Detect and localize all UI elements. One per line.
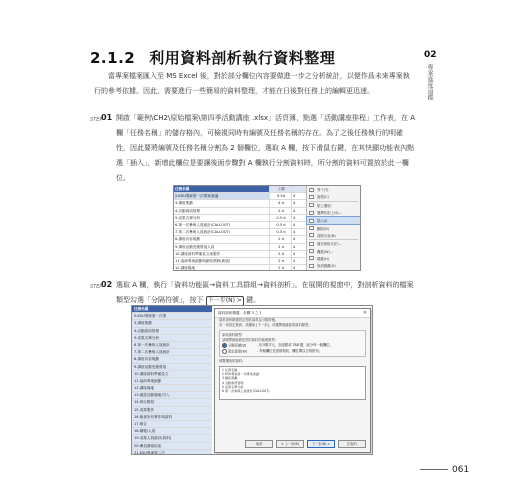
menu-item-label: 剪下(T) [317, 188, 329, 193]
table-cell[interactable]: 4 [293, 201, 296, 206]
table-cell[interactable]: 2 d [270, 265, 292, 271]
table-cell[interactable]: 2 d [270, 236, 292, 242]
menu-item-icon [309, 203, 314, 207]
section-number: 2.1.2 [90, 49, 136, 67]
data-type-group [219, 330, 366, 357]
section-title: 利用資料剖析執行資料整理 [149, 49, 336, 67]
cancel-button[interactable]: 取消 [245, 440, 273, 448]
table-row[interactable] [174, 215, 306, 222]
table-row[interactable]: 8.講座內容規劃 [132, 356, 212, 363]
dialog-buttons [245, 440, 366, 448]
worksheet-grid [174, 186, 306, 271]
chapter-label: 專案進度追蹤 [426, 64, 433, 100]
dialog-title-bar [215, 309, 370, 318]
dialog-message: 資料剖析精靈判定您的資料為分隔符號。 [219, 318, 279, 322]
menu-item-icon [309, 242, 314, 246]
table-cell[interactable]: 2 d [270, 258, 292, 264]
menu-item-icon [309, 211, 314, 215]
step-02-text [116, 278, 416, 308]
context-menu [306, 186, 360, 270]
dialog-message: 若一切設定無誤，請選取 [下一步]，或選擇最適當的資料類型。 [219, 323, 312, 327]
preview-line: 3 講座策劃 [222, 376, 238, 381]
context-menu-item[interactable] [307, 255, 360, 262]
menu-item-label: 儲存格格式(F)... [317, 242, 342, 247]
step-01-number: 01 [101, 113, 113, 122]
table-cell[interactable]: 4 [293, 215, 296, 220]
table-cell[interactable]: 7.第二次參與人員統計(CALLOUT) [174, 229, 270, 235]
menu-item-icon [309, 195, 314, 199]
table-cell[interactable]: 4 [293, 251, 296, 256]
context-menu-item[interactable] [307, 193, 360, 200]
finish-button[interactable]: 完成(F) [338, 440, 366, 448]
menu-item-label: 刪除(D) [317, 226, 330, 231]
menu-item-label: 隱藏(H) [317, 256, 329, 261]
menu-item-label: 貼上選項: [317, 203, 332, 208]
table-row[interactable] [174, 200, 306, 207]
menu-item-icon [309, 264, 314, 268]
table-row[interactable]: 16.檢查所有實作與資料 [132, 414, 212, 421]
table-row[interactable] [174, 251, 306, 258]
table-row[interactable]: 5.成果名單分析 [132, 335, 212, 342]
table-cell[interactable]: 0.5 d [270, 229, 292, 235]
context-menu-item[interactable] [307, 247, 360, 254]
group-instruction: 請選擇最能描述您的資料的檔案類型: [222, 338, 276, 342]
table-row[interactable] [174, 222, 306, 229]
menu-item-label: 取消隱藏(U) [317, 264, 336, 269]
menu-item-icon [309, 226, 314, 230]
table-cell[interactable]: 2 d [270, 244, 292, 250]
data-preview[interactable] [219, 366, 366, 400]
context-menu-item[interactable] [307, 240, 360, 247]
text-to-columns-dialog [214, 308, 371, 453]
radio-option-fixed-width[interactable] [222, 349, 363, 355]
menu-item-label: 插入(I) [317, 219, 328, 224]
table-row[interactable]: 20.參加講座結束 [132, 443, 212, 450]
context-menu-item[interactable] [307, 186, 360, 193]
table-row[interactable]: 17.報告 [132, 421, 212, 428]
table-row[interactable]: 11.協商專案細節 [132, 378, 212, 385]
table-cell[interactable]: 4.活動資訊管理 [174, 208, 270, 214]
step-01-tag: STEP [90, 117, 103, 123]
table-row[interactable] [174, 265, 306, 271]
table-cell[interactable]: 4 [293, 244, 296, 249]
step-02-text-after: 鍵。 [246, 296, 261, 304]
table-cell[interactable]: 2 d [270, 208, 292, 214]
table-row[interactable]: 4.活動資訊管理 [132, 328, 212, 335]
chapter-side-tab [424, 50, 436, 100]
context-menu-item[interactable] [307, 224, 360, 231]
group-label: 原始資料類型 [222, 333, 242, 337]
table-body [174, 193, 306, 271]
table-cell[interactable]: 4 [293, 230, 296, 235]
table-cell[interactable]: 10.講座資料準備及文案製作 [174, 251, 270, 257]
table-row[interactable] [174, 236, 306, 243]
table-row[interactable] [174, 193, 306, 200]
preview-line: 5 成果名單分析 [222, 384, 244, 389]
table-cell[interactable]: 5.成果名單分析 [174, 215, 270, 221]
table-cell[interactable]: 8.講座內容規劃 [174, 236, 270, 242]
header-cell [292, 186, 306, 192]
header-cell: 任務名稱 [174, 186, 270, 192]
table-row[interactable]: 3.講座策劃 [132, 320, 212, 327]
section-heading [90, 47, 335, 68]
option-description: - 每個欄位長度都相同，欄位間以空格排列。 [257, 348, 322, 353]
table-row[interactable]: 9.講座活動受邀貴賓 [132, 364, 212, 371]
close-icon[interactable]: ✕ [362, 310, 367, 316]
chapter-number: 02 [424, 50, 437, 60]
table-row[interactable]: 14.執行階段 [132, 399, 212, 406]
table-cell[interactable]: 4 d [270, 200, 292, 206]
menu-item-icon [309, 219, 314, 223]
option-label: 分隔符號(D) [228, 343, 247, 348]
text-to-columns-screenshot [131, 305, 373, 455]
next-button[interactable]: 下一步(N) > [307, 440, 335, 448]
step-02-text-before: 選取 A 欄，執行「資料功能區→資料工具群組→資料剖析」。在展開的視窗中，對剖析資料的檔案類型勾選「分隔符號」，按下 [116, 281, 414, 304]
table-cell[interactable]: 4 [293, 266, 296, 271]
table-cell[interactable]: 4 [293, 208, 296, 213]
page-number: 061 [420, 465, 469, 475]
radio-checked-icon[interactable] [222, 343, 227, 348]
step-02-tag: STEP [90, 284, 103, 290]
back-button[interactable]: < 上一步(B) [276, 440, 304, 448]
table-row[interactable]: 19.成果人員統計(資料) [132, 435, 212, 442]
table-cell[interactable]: 0.5d [270, 193, 292, 199]
table-row[interactable]: 10.講座資料準備及文 [132, 371, 212, 378]
menu-item-label: 選擇性貼上(S)... [317, 211, 342, 216]
table-row[interactable] [174, 208, 306, 215]
table-row[interactable]: 21.KSU專案第二次 [132, 450, 212, 455]
preview-line: 2 KSU專案第一次專案會議 [222, 372, 260, 377]
table-row[interactable]: 2.KSU專案第一次專 [132, 313, 212, 320]
table-cell[interactable]: 2 d [270, 251, 292, 257]
table-row[interactable]: 7.第二次參與人員統計 [132, 349, 212, 356]
table-cell[interactable]: 9.講座活動受邀貴賓人員 [174, 244, 270, 250]
table-cell[interactable]: 4 [293, 222, 296, 227]
table-row[interactable]: 13.確認活動場地/引入 [132, 392, 212, 399]
context-menu-item[interactable] [307, 232, 360, 239]
radio-unchecked-icon[interactable] [222, 349, 227, 354]
table-cell[interactable]: 4 [293, 258, 296, 263]
menu-item-label: 複製(C) [317, 195, 329, 200]
table-body [132, 313, 212, 455]
table-row[interactable]: 15.成果製作 [132, 407, 212, 414]
table-row[interactable]: 12.講座場地 [132, 385, 212, 392]
table-header-row [174, 186, 306, 193]
option-label: 固定寬度(W) [228, 349, 248, 353]
menu-item-icon [309, 256, 314, 260]
table-row[interactable] [174, 229, 306, 236]
menu-item-label: 清除內容(N) [317, 233, 336, 238]
header-cell: 工期 [270, 186, 292, 192]
table-row[interactable]: 6.第一次參與人員統計 [132, 342, 212, 349]
preview-line: 6 第一次參與人員統計(CALLOUT) [222, 389, 270, 394]
table-cell[interactable]: 2.KSU專案第一次專案會議 [174, 193, 270, 199]
context-menu-item[interactable] [307, 209, 360, 216]
table-cell[interactable]: 6.第一次參與人員統計(CALLOUT) [174, 222, 270, 228]
menu-item-label: 欄寬(W)... [317, 249, 334, 254]
menu-item-icon [309, 188, 314, 192]
table-row[interactable] [174, 244, 306, 251]
menu-item-icon [309, 233, 314, 237]
next-button-key: 下一步(N) > [207, 297, 242, 304]
excel-context-menu-screenshot [173, 185, 361, 271]
table-cell[interactable]: 0.5 d [270, 222, 292, 228]
table-row[interactable] [174, 258, 306, 265]
context-menu-item[interactable] [307, 217, 360, 224]
context-menu-item[interactable] [307, 262, 360, 269]
menu-item-icon [309, 249, 314, 253]
table-cell[interactable]: 0.5 d [270, 215, 292, 221]
intro-paragraph: 當專案檔案匯入至 MS Excel 後，對於部分欄位內容要做進一步之分析統計，以便作爲未來專案執行的參考依據。因此，需要進行一些簡易的資料整理，才能在日後對任務上的編輯更迅速。 [94, 72, 410, 95]
step-01-text: 開啟「範例\CH2\原始檔案\第四季活動講座 .xlsx」活頁簿，點選「活動講座排程」工作表，在 A 欄「任務名稱」的儲存格內，可檢視同時有編號及任務名稱的存在。為了之後任務執行的明確性，因此要將編號及任務名稱分割為 2 個欄位，選取 A 欄，按下滑鼠右鍵，在其快顯功能表內點選「插入」，新增此欄位是要讓後面步驟對 A 欄執行分割資料時，所分割的資料可置放於此一欄位。 [116, 114, 416, 182]
table-cell[interactable]: 11.協商專案細節與網站開發(新版) [174, 258, 270, 264]
table-cell[interactable]: 12.講座場地 [174, 265, 270, 271]
preview-line: 4 活動資訊管理 [222, 380, 244, 385]
table-cell[interactable]: 4 [293, 194, 296, 199]
preview-line: 1 任務名稱 [222, 368, 238, 372]
table-cell[interactable]: 3.講座策劃 [174, 200, 270, 206]
preview-label: 預覽選取的資料: [219, 359, 244, 363]
option-description: - 用分隔字元，如逗點或 TAB 鍵，區分每一個欄位。 [256, 343, 333, 347]
table-header-row: 任務名稱 [132, 306, 212, 313]
worksheet-grid [132, 306, 212, 455]
context-menu-item[interactable] [307, 202, 360, 209]
dialog-title: 資料剖析精靈 - 步驟 3 之 1 [218, 311, 262, 315]
step-02-number: 02 [101, 280, 113, 289]
table-row[interactable]: 18.陳報/人員 [132, 428, 212, 435]
table-cell[interactable]: 4 [293, 237, 296, 242]
